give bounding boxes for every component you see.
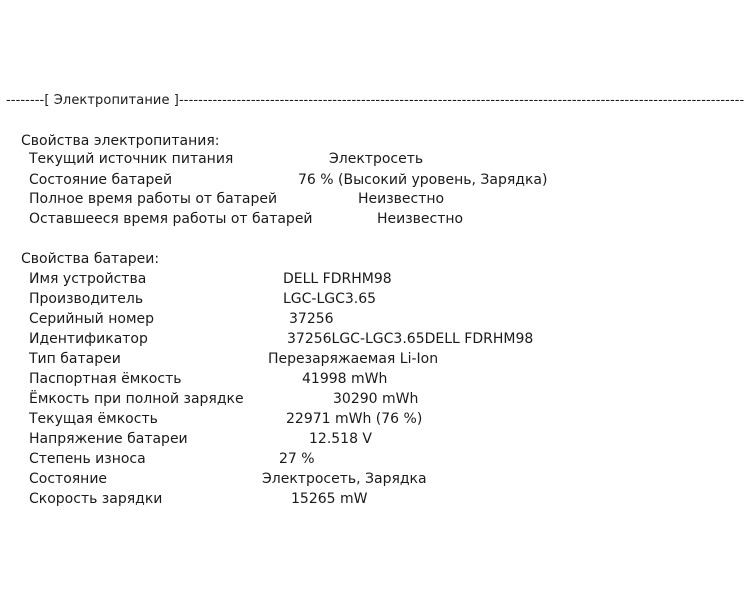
property-label: Текущий источник питания <box>29 151 234 167</box>
property-label: Имя устройства <box>29 271 147 287</box>
property-value: 15265 mW <box>291 491 368 507</box>
property-label: Степень износа <box>29 451 146 467</box>
battery-row-battery-type <box>0 349 600 369</box>
property-label: Состояние <box>29 471 108 487</box>
property-value: 37256LGC-LGC3.65DELL FDRHM98 <box>287 331 534 347</box>
property-label: Состояние батарей <box>29 172 173 188</box>
battery-row-serial-number <box>0 309 600 329</box>
property-value: Электросеть, Зарядка <box>262 471 427 487</box>
battery-row-manufacturer <box>0 289 600 309</box>
property-value: 30290 mWh <box>333 391 419 407</box>
battery-row-voltage <box>0 429 600 449</box>
power-properties-title: Свойства электропитания: <box>21 133 220 149</box>
property-label: Оставшееся время работы от батарей <box>29 211 313 227</box>
property-label: Полное время работы от батарей <box>29 191 278 207</box>
power-row-current-source <box>0 149 600 169</box>
property-label: Паспортная ёмкость <box>29 371 182 387</box>
battery-row-wear-level <box>0 449 600 469</box>
battery-row-device-name <box>0 269 600 289</box>
property-label: Идентификатор <box>29 331 148 347</box>
property-value: 41998 mWh <box>302 371 388 387</box>
section-header: --------[ Электропитание ]---------------------------------------------------------------------------------------------------------------------- <box>6 93 744 108</box>
property-value: 76 % (Высокий уровень, Зарядка) <box>298 172 548 188</box>
battery-row-full-charge-capacity <box>0 389 600 409</box>
property-value: 12.518 V <box>309 431 373 447</box>
power-row-battery-status <box>0 170 600 190</box>
property-label: Скорость зарядки <box>29 491 163 507</box>
property-label: Серийный номер <box>29 311 155 327</box>
power-row-remaining-runtime <box>0 209 600 229</box>
power-row-full-runtime <box>0 189 600 209</box>
battery-row-state <box>0 469 600 489</box>
battery-row-charge-rate <box>0 489 600 509</box>
property-label: Текущая ёмкость <box>29 411 158 427</box>
property-value: Неизвестно <box>358 191 445 207</box>
property-value: 37256 <box>289 311 334 327</box>
property-label: Напряжение батареи <box>29 431 188 447</box>
property-label: Ёмкость при полной зарядке <box>29 391 244 407</box>
property-value: DELL FDRHM98 <box>283 271 392 287</box>
battery-row-identifier <box>0 329 600 349</box>
battery-properties-title: Свойства батареи: <box>21 251 160 267</box>
battery-row-current-capacity <box>0 409 600 429</box>
property-label: Тип батареи <box>29 351 121 367</box>
battery-row-design-capacity <box>0 369 600 389</box>
property-value: 27 % <box>279 451 315 467</box>
property-value: 22971 mWh (76 %) <box>286 411 423 427</box>
property-label: Производитель <box>29 291 144 307</box>
property-value: Перезаряжаемая Li-Ion <box>268 351 439 367</box>
property-value: Неизвестно <box>377 211 464 227</box>
property-value: LGC-LGC3.65 <box>283 291 377 307</box>
property-value: Электросеть <box>329 151 424 167</box>
